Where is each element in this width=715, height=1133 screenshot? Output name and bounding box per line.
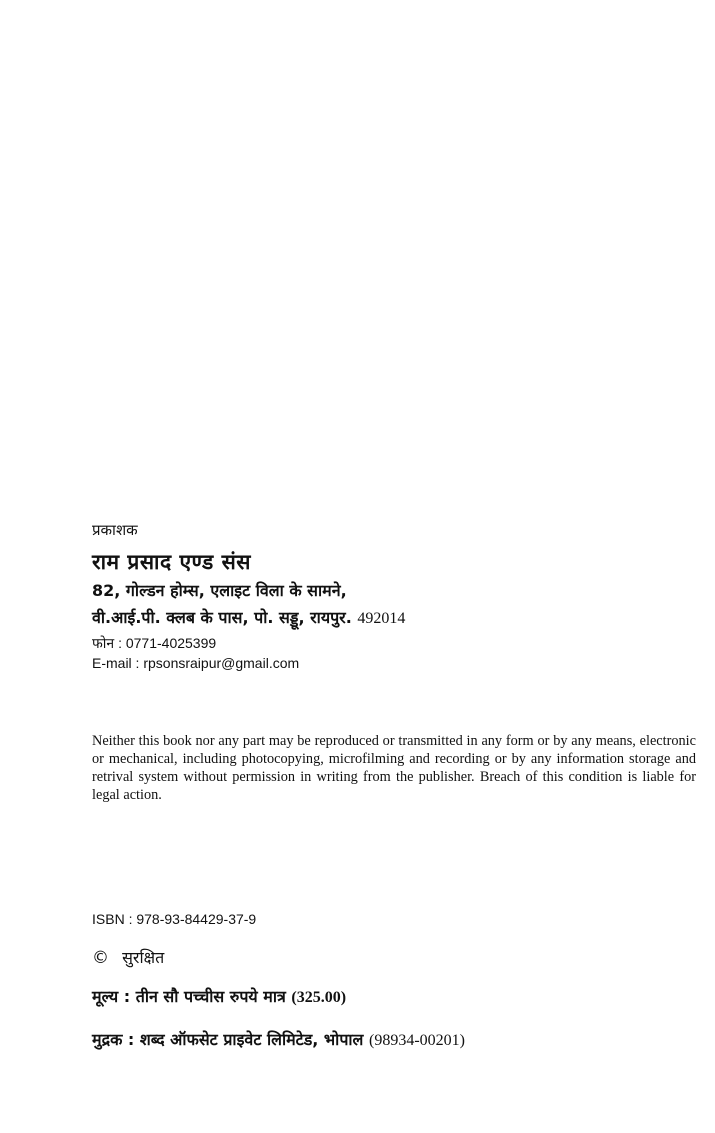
publisher-name: राम प्रसाद एण्ड संस	[92, 550, 251, 574]
printer-line	[92, 1028, 465, 1050]
price-text: मूल्य : तीन सौ पच्चीस रुपये मात्र	[92, 987, 286, 1006]
publisher-pincode: 492014	[357, 610, 406, 627]
publisher-label: प्रकाशक	[92, 521, 138, 539]
publisher-email: E-mail : rpsonsraipur@gmail.com	[92, 655, 300, 671]
copyright-notice: Neither this book nor any part may be reproduced or transmitted in any form or by any means, electronic or mechanical, including photocopying, microfilming and recording or by any information storage and retrival system without permission in writing from the publisher. Breach of this condition is liable for legal action.	[92, 733, 696, 803]
publisher-address-line-2	[92, 606, 405, 628]
printer-mobile: (98934-00201)	[368, 1032, 465, 1049]
price-amount: (325.00)	[291, 989, 347, 1006]
copyright-icon: ©	[92, 948, 109, 968]
rights-reserved	[92, 946, 164, 968]
rights-text: सुरक्षित	[122, 948, 165, 967]
isbn-number: ISBN : 978-93-84429-37-9	[92, 911, 257, 927]
printer-text: मुद्रक : शब्द ऑफसेट प्राइवेट लिमिटेड, भोपाल	[92, 1030, 364, 1049]
publisher-address-city: वी.आई.पी. क्लब के पास, पो. सड्डू, रायपुर.	[92, 608, 352, 627]
price-line	[92, 985, 346, 1007]
publisher-address-line-1: 82, गोल्डन होम्स, एलाइट विला के सामने,	[92, 581, 347, 600]
publisher-phone: फोन : 0771-4025399	[92, 635, 217, 651]
